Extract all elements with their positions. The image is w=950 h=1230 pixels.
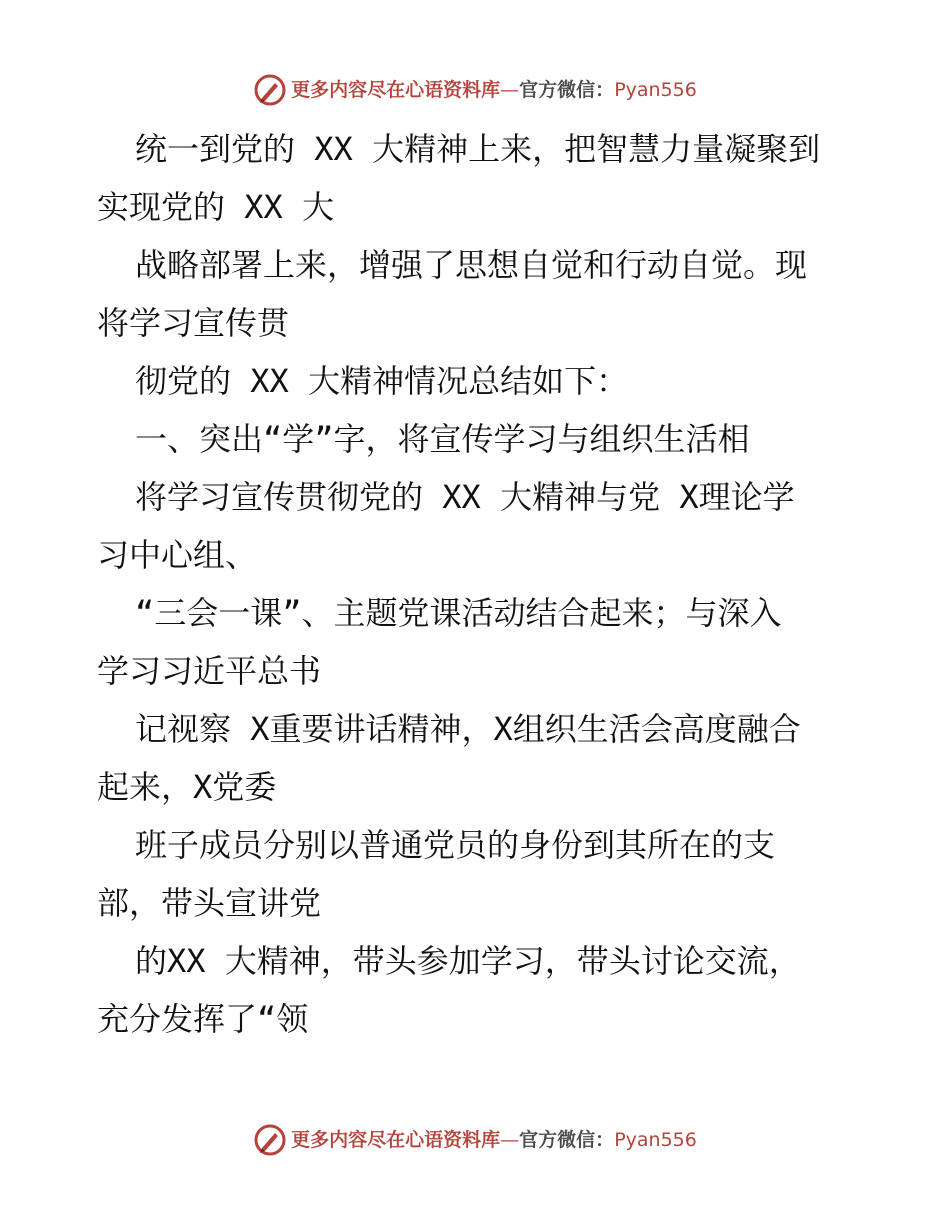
paragraph-line: 统一到党的 XX 大精神上来，把智慧力量凝聚到: [135, 130, 821, 168]
paragraph: [97, 120, 857, 236]
pen-logo-icon: [253, 1123, 287, 1157]
watermark-dash: —: [500, 1129, 520, 1151]
paragraph: [97, 700, 857, 816]
document-body: [97, 120, 857, 1048]
paragraph-line: 将学习宣传贯: [97, 304, 290, 342]
paragraph-line: 学习习近平总书: [97, 652, 322, 690]
paragraph: [97, 932, 857, 1048]
paragraph-line: 实现党的 XX 大: [97, 188, 335, 226]
paragraph-line: 一、突出“学”字，将宣传学习与组织生活相: [135, 420, 750, 458]
paragraph: [97, 352, 857, 410]
watermark-brand: 更多内容尽在心语资料库: [291, 1129, 501, 1151]
watermark-dash: —: [500, 79, 520, 101]
watermark-brand: 更多内容尽在心语资料库: [291, 79, 501, 101]
paragraph: [97, 468, 857, 584]
pen-logo-icon: [253, 73, 287, 107]
paragraph-line: 将学习宣传贯彻党的 XX 大精神与党 X理论学: [135, 478, 795, 516]
section-heading: [97, 410, 857, 468]
watermark-official-label: 官方微信：: [519, 79, 615, 101]
paragraph-line: 充分发挥了“领: [97, 1000, 309, 1038]
paragraph-line: 起来，X党委: [97, 768, 277, 806]
paragraph-line: 记视察 X重要讲话精神，X组织生活会高度融合: [135, 710, 801, 748]
paragraph: [97, 236, 857, 352]
paragraph: [97, 816, 857, 932]
paragraph-line: 习中心组、: [97, 536, 258, 574]
watermark-wechat-id: Pyan556: [614, 1129, 697, 1151]
paragraph-line: 部，带头宣讲党: [97, 884, 322, 922]
paragraph-line: 彻党的 XX 大精神情况总结如下：: [135, 362, 629, 400]
watermark-official-label: 官方微信：: [519, 1129, 615, 1151]
paragraph-line: 战略部署上来，增强了思想自觉和行动自觉。现: [135, 246, 808, 284]
paragraph-line: 班子成员分别以普通党员的身份到其所在的支: [135, 826, 776, 864]
paragraph-line: “三会一课”、主题党课活动结合起来；与深入: [135, 594, 782, 632]
footer-watermark: [0, 1120, 950, 1160]
header-watermark: [0, 70, 950, 110]
paragraph-line: 的XX 大精神，带头参加学习，带头讨论交流，: [135, 942, 801, 980]
paragraph: [97, 584, 857, 700]
watermark-wechat-id: Pyan556: [614, 79, 697, 101]
